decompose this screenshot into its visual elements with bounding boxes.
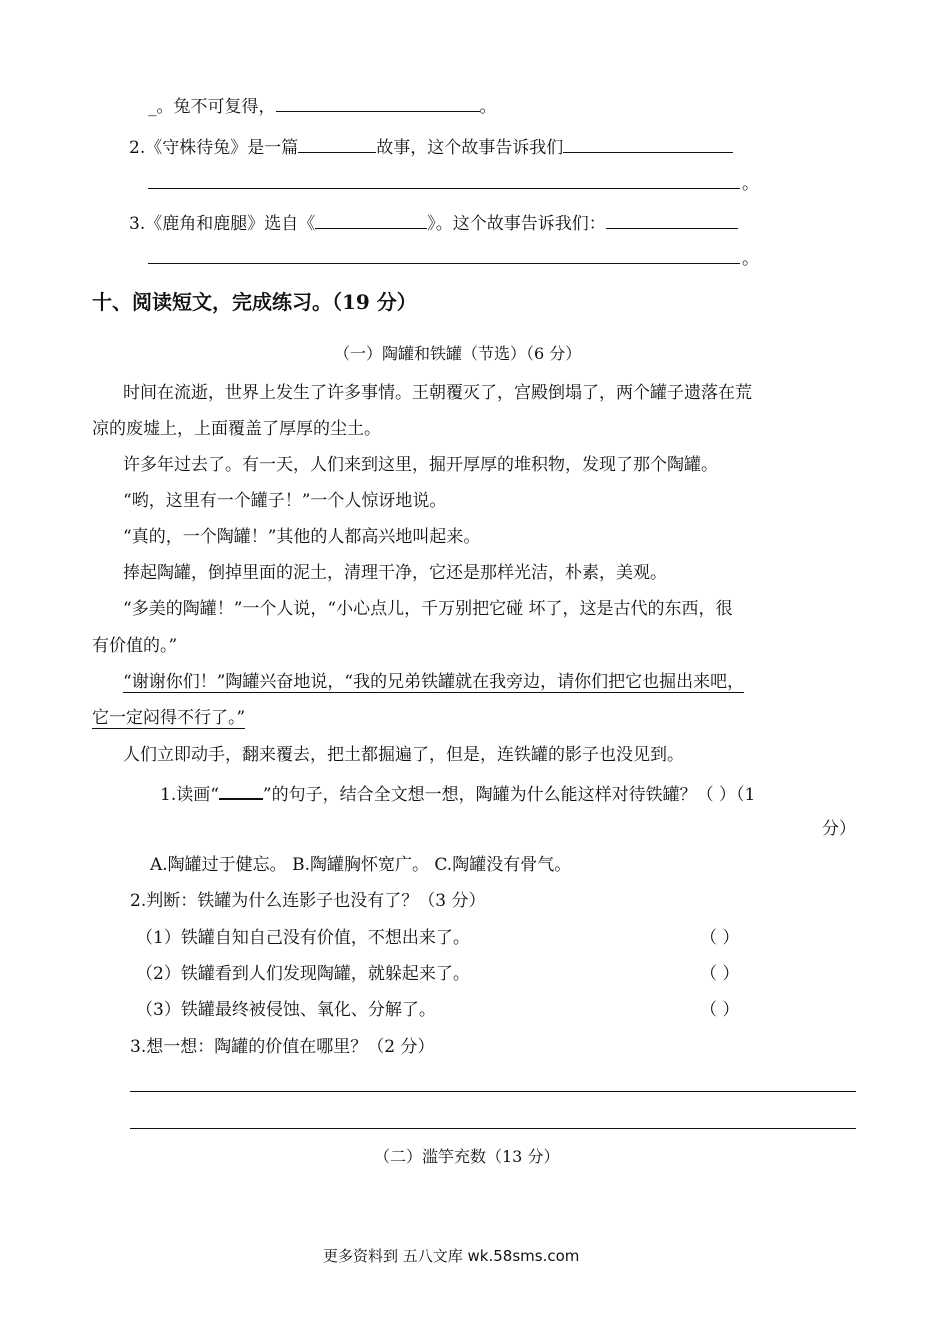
- judge-item-1: （1）铁罐自知自己没有价值，不想出来了。: [136, 928, 470, 948]
- q9-line1-end: 。: [479, 97, 497, 117]
- judge-item-3: （3）铁罐最终被侵蚀、氧化、分解了。: [136, 1000, 436, 1020]
- q9-question-2: [129, 134, 733, 160]
- answer-line[interactable]: [148, 263, 740, 264]
- passage-paragraph-1-cont: 凉的废墟上，上面覆盖了厚厚的尘土。: [92, 419, 381, 439]
- passage-1-title: （一）陶罐和铁罐（节选）（6 分）: [334, 344, 582, 363]
- q9-q2-text-a: 2.《守株待兔》是一篇: [129, 138, 299, 158]
- passage-paragraph-6: “多美的陶罐！”一个人说，“小心点儿，千万别把它碰 坏了，这是古代的东西，很: [123, 599, 733, 619]
- question-3: 3.想一想：陶罐的价值在哪里？（2 分）: [130, 1037, 435, 1057]
- judge-answer-3[interactable]: （ ）: [700, 1000, 740, 1020]
- question-1-text-a: 1.读画“: [160, 785, 219, 805]
- answer-blank[interactable]: [563, 134, 733, 153]
- passage-2-title: （二）滥竽充数（13 分）: [374, 1147, 560, 1166]
- answer-blank[interactable]: [298, 134, 376, 153]
- q9-line1-prefix: _。: [148, 97, 174, 117]
- section-heading: 十、阅读短文，完成练习。（19 分）: [92, 290, 417, 314]
- passage-paragraph-3: “哟，这里有一个罐子！”一个人惊讶地说。: [123, 491, 447, 511]
- question-2: 2.判断：铁罐为什么连影子也没有了？（3 分）: [130, 891, 486, 911]
- q9-line1-text: 兔不可复得，: [173, 97, 276, 117]
- underline-mark: [219, 780, 263, 800]
- passage-paragraph-5: 捧起陶罐，倒掉里面的泥土，清理干净，它还是那样光洁，朴素，美观。: [123, 563, 667, 583]
- q9-question-3: [129, 210, 738, 236]
- answer-blank[interactable]: [606, 210, 738, 229]
- passage-paragraph-1: 时间在流逝，世界上发生了许多事情。王朝覆灭了，宫殿倒塌了，两个罐子遗落在荒: [123, 383, 752, 403]
- q9-q2-text-b: 故事，这个故事告诉我们: [376, 138, 564, 158]
- passage-paragraph-4: “真的，一个陶罐！”其他的人都高兴地叫起来。: [123, 527, 481, 547]
- q9-q3-end: 。: [742, 249, 759, 269]
- passage-paragraph-6-cont: 有价值的。”: [92, 636, 178, 656]
- q9-line1: [148, 93, 497, 119]
- judge-answer-2[interactable]: （ ）: [700, 964, 740, 984]
- passage-paragraph-2: 许多年过去了。有一天，人们来到这里，掘开厚厚的堆积物，发现了那个陶罐。: [123, 455, 718, 475]
- answer-line[interactable]: [130, 1128, 856, 1129]
- question-1-score: 分）: [822, 819, 856, 839]
- answer-line[interactable]: [148, 188, 740, 189]
- underlined-sentence-line1: “谢谢你们！”陶罐兴奋地说，“我的兄弟铁罐就在我旁边，请你们把它也掘出来吧，: [123, 672, 745, 692]
- answer-line[interactable]: [130, 1091, 856, 1092]
- q9-q2-end: 。: [742, 174, 759, 194]
- question-1-text-b: ”的句子，结合全文想一想，陶罐为什么能这样对待铁罐？（ ）（1: [262, 785, 756, 805]
- judge-answer-1[interactable]: （ ）: [700, 928, 740, 948]
- q9-q3-text-b: 》。这个故事告诉我们：: [427, 214, 606, 234]
- judge-item-2: （2）铁罐看到人们发现陶罐，就躲起来了。: [136, 964, 470, 984]
- question-1-options[interactable]: A.陶罐过于健忘。 B.陶罐胸怀宽广。 C.陶罐没有骨气。: [150, 855, 572, 875]
- q9-q3-text-a: 3.《鹿角和鹿腿》选自《: [129, 214, 316, 234]
- underlined-sentence-cont: [92, 706, 245, 730]
- answer-blank[interactable]: [315, 210, 427, 229]
- passage-paragraph-8: 人们立即动手，翻来覆去，把土都掘遍了，但是，连铁罐的影子也没见到。: [123, 745, 684, 765]
- underlined-sentence-line2: 它一定闷得不行了。”: [92, 708, 246, 728]
- question-1: [160, 780, 755, 807]
- underlined-sentence: [123, 670, 744, 694]
- answer-blank[interactable]: [276, 93, 480, 112]
- footer-watermark: 更多资料到 五八文库 wk.58sms.com: [323, 1247, 580, 1265]
